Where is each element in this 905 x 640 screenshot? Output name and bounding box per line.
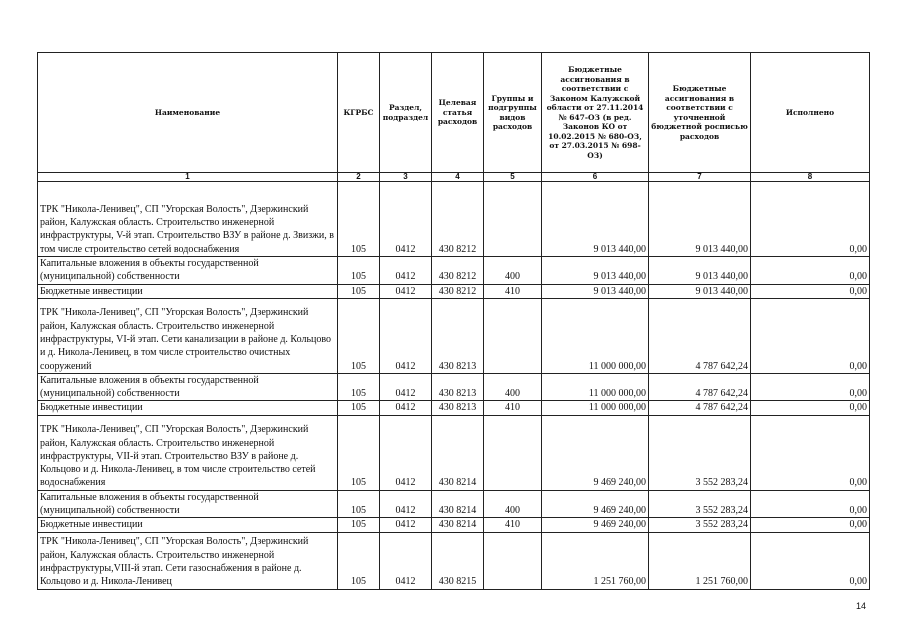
row-group — [484, 182, 542, 257]
row-section: 0412 — [380, 298, 432, 373]
table-row — [38, 532, 870, 589]
row-name: Бюджетные инвестиции — [38, 284, 338, 298]
row-done-amount: 0,00 — [751, 518, 870, 532]
header-name: Наименование — [38, 53, 338, 173]
row-group: 410 — [484, 401, 542, 415]
table-row — [38, 298, 870, 373]
row-law-amount: 11 000 000,00 — [542, 401, 649, 415]
header-done: Исполнено — [751, 53, 870, 173]
row-section: 0412 — [380, 257, 432, 285]
row-refined-amount: 4 787 642,24 — [649, 298, 751, 373]
row-group: 400 — [484, 257, 542, 285]
row-refined-amount: 4 787 642,24 — [649, 401, 751, 415]
column-number: 5 — [484, 173, 542, 182]
row-refined-amount: 3 552 283,24 — [649, 518, 751, 532]
row-group — [484, 532, 542, 589]
column-number: 6 — [542, 173, 649, 182]
row-refined-amount: 3 552 283,24 — [649, 490, 751, 518]
row-name: ТРК "Никола-Ленивец", СП "Угорская Волость", Дзержинский район, Калужская область. Строительство инженерной инфраструктуры, VI-й этап. Сети канализации в районе д. Кольцово и д. Никола-Ленивец, в том числе строительство очистных сооружений — [38, 298, 338, 373]
row-name: Бюджетные инвестиции — [38, 401, 338, 415]
row-group: 400 — [484, 490, 542, 518]
column-number: 3 — [380, 173, 432, 182]
row-refined-amount: 3 552 283,24 — [649, 415, 751, 490]
budget-table — [37, 52, 870, 590]
row-done-amount: 0,00 — [751, 415, 870, 490]
row-target: 430 8212 — [432, 182, 484, 257]
row-done-amount: 0,00 — [751, 490, 870, 518]
row-target: 430 8214 — [432, 415, 484, 490]
row-done-amount: 0,00 — [751, 532, 870, 589]
row-target: 430 8212 — [432, 257, 484, 285]
column-numbers-row — [38, 173, 870, 182]
row-name: Капитальные вложения в объекты государственной (муниципальной) собственности — [38, 257, 338, 285]
row-group — [484, 415, 542, 490]
table-row — [38, 490, 870, 518]
row-section: 0412 — [380, 518, 432, 532]
row-target: 430 8212 — [432, 284, 484, 298]
row-law-amount: 9 013 440,00 — [542, 182, 649, 257]
row-kgrbs: 105 — [338, 490, 380, 518]
row-target: 430 8215 — [432, 532, 484, 589]
table-row — [38, 401, 870, 415]
header-groups: Группы и подгруппы видов расходов — [484, 53, 542, 173]
row-name: Капитальные вложения в объекты государственной (муниципальной) собственности — [38, 373, 338, 401]
table-row — [38, 415, 870, 490]
column-number: 1 — [38, 173, 338, 182]
page-number: 14 — [856, 601, 867, 611]
header-section: Раздел, подраздел — [380, 53, 432, 173]
row-section: 0412 — [380, 415, 432, 490]
row-kgrbs: 105 — [338, 401, 380, 415]
row-target: 430 8213 — [432, 401, 484, 415]
row-section: 0412 — [380, 373, 432, 401]
column-number: 8 — [751, 173, 870, 182]
column-number: 2 — [338, 173, 380, 182]
row-done-amount: 0,00 — [751, 373, 870, 401]
header-refined: Бюджетные ассигнования в соответствии с уточненной бюджетной росписью расходов — [649, 53, 751, 173]
table-row — [38, 182, 870, 257]
row-group: 400 — [484, 373, 542, 401]
row-section: 0412 — [380, 532, 432, 589]
row-name: ТРК "Никола-Ленивец", СП "Угорская Волость", Дзержинский район, Калужская область. Строительство инженерной инфраструктуры,VIII-й этап. Сети газоснабжения в районе д. Кольцово и д. Никола-Ленивец — [38, 532, 338, 589]
row-refined-amount: 4 787 642,24 — [649, 373, 751, 401]
row-refined-amount: 9 013 440,00 — [649, 257, 751, 285]
row-target: 430 8214 — [432, 518, 484, 532]
row-name: ТРК "Никола-Ленивец", СП "Угорская Волость", Дзержинский район, Калужская область. Строительство инженерной инфраструктуры, V-й этап. Строительство ВЗУ в районе д. Звизжи, в том числе строительство сетей водоснабжения — [38, 182, 338, 257]
row-refined-amount: 9 013 440,00 — [649, 284, 751, 298]
row-kgrbs: 105 — [338, 373, 380, 401]
column-number: 7 — [649, 173, 751, 182]
table-row — [38, 257, 870, 285]
row-done-amount: 0,00 — [751, 257, 870, 285]
row-kgrbs: 105 — [338, 518, 380, 532]
row-kgrbs: 105 — [338, 257, 380, 285]
row-done-amount: 0,00 — [751, 284, 870, 298]
row-done-amount: 0,00 — [751, 298, 870, 373]
header-target: Целевая статья расходов — [432, 53, 484, 173]
row-kgrbs: 105 — [338, 298, 380, 373]
row-law-amount: 11 000 000,00 — [542, 298, 649, 373]
row-target: 430 8213 — [432, 373, 484, 401]
row-group — [484, 298, 542, 373]
row-law-amount: 9 013 440,00 — [542, 284, 649, 298]
header-law: Бюджетные ассигнования в соответствии с Законом Калужской области от 27.11.2014 № 647-ОЗ (в ред. Законов КО от 10.02.2015 № 680-ОЗ, от 27.03.2015 № 698-ОЗ) — [542, 53, 649, 173]
row-name: Капитальные вложения в объекты государственной (муниципальной) собственности — [38, 490, 338, 518]
row-kgrbs: 105 — [338, 415, 380, 490]
row-group: 410 — [484, 518, 542, 532]
row-target: 430 8213 — [432, 298, 484, 373]
row-law-amount: 9 469 240,00 — [542, 415, 649, 490]
row-section: 0412 — [380, 490, 432, 518]
row-done-amount: 0,00 — [751, 182, 870, 257]
row-target: 430 8214 — [432, 490, 484, 518]
row-section: 0412 — [380, 401, 432, 415]
row-name: Бюджетные инвестиции — [38, 518, 338, 532]
row-law-amount: 11 000 000,00 — [542, 373, 649, 401]
row-kgrbs: 105 — [338, 284, 380, 298]
row-section: 0412 — [380, 182, 432, 257]
table-row — [38, 373, 870, 401]
column-number: 4 — [432, 173, 484, 182]
header-kgrbs: КГРБС — [338, 53, 380, 173]
row-kgrbs: 105 — [338, 182, 380, 257]
row-done-amount: 0,00 — [751, 401, 870, 415]
row-name: ТРК "Никола-Ленивец", СП "Угорская Волость", Дзержинский район, Калужская область. Строительство инженерной инфраструктуры, VII-й этап. Строительство ВЗУ в районе д. Кольцово и д. Никола-Ленивец, в том числе строительство сетей водоснабжения — [38, 415, 338, 490]
row-group: 410 — [484, 284, 542, 298]
row-law-amount: 9 469 240,00 — [542, 518, 649, 532]
row-law-amount: 1 251 760,00 — [542, 532, 649, 589]
row-law-amount: 9 469 240,00 — [542, 490, 649, 518]
row-law-amount: 9 013 440,00 — [542, 257, 649, 285]
row-kgrbs: 105 — [338, 532, 380, 589]
table-row — [38, 284, 870, 298]
row-refined-amount: 9 013 440,00 — [649, 182, 751, 257]
row-refined-amount: 1 251 760,00 — [649, 532, 751, 589]
table-row — [38, 518, 870, 532]
row-section: 0412 — [380, 284, 432, 298]
header-row — [38, 53, 870, 173]
